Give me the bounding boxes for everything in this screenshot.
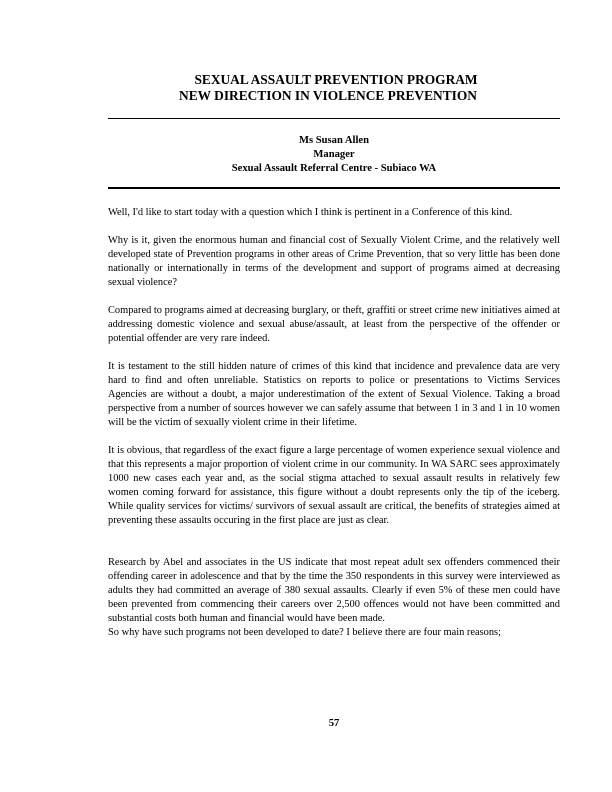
author-block xyxy=(108,134,560,176)
paragraph-7: So why have such programs not been developed to date? I believe there are four main reasons; xyxy=(108,627,501,638)
document-title xyxy=(108,72,560,104)
title-line-2: NEW DIRECTION IN VIOLENCE PREVENTION xyxy=(179,88,477,103)
paragraph-3: Compared to programs aimed at decreasing burglary, or theft, graffiti or street crime new initiatives aimed at addressing domestic violence and sexual abuse/assault, at least from the perspective of the offender or potential offender are very rare indeed. xyxy=(108,305,560,344)
paragraph-1: Well, I'd like to start today with a question which I think is pertinent in a Conference of this kind. xyxy=(108,207,513,218)
author-divider xyxy=(108,187,560,189)
paragraph-5: It is obvious, that regardless of the exact figure a large percentage of women experience sexual violence and that this represents a major proportion of violent crime in our community. In WA SARC sees approximately 1000 new cases each year and, as the social stigma attached to sexual assault results in relatively few women coming forward for assistance, this figure without a doubt represents only the tip of the iceberg. While quality services for victims/ survivors of sexual assault are critical, the benefits of strategies aimed at preventing these assaults occuring in the first place are just as clear. xyxy=(108,445,560,526)
page-number: 57 xyxy=(328,718,340,729)
title-line-1: SEXUAL ASSAULT PREVENTION PROGRAM xyxy=(194,72,478,87)
title-divider xyxy=(108,118,560,119)
paragraph-4: It is testament to the still hidden nature of crimes of this kind that incidence and prevalence data are very hard to find and often unreliable. Statistics on reports to police or presentations to Victims Services Agencies are without a doubt, a major underestimation of the extent of Sexual Violence. Taking a broad perspective from a number of sources however we can safely assume that between 1 in 3 and 1 in 10 women will be the victim of sexually violent crime in their lifetime. xyxy=(108,361,560,428)
paragraph-2: Why is it, given the enormous human and financial cost of Sexually Violent Crime, and the relatively well developed state of Prevention programs in other areas of Crime Prevention, that so very little has been done nationally or internationally in terms of the development and support of programs aimed at decreasing sexual violence? xyxy=(108,235,560,288)
paragraph-6: Research by Abel and associates in the US indicate that most repeat adult sex offenders commenced their offending career in adolescence and that by the time the 350 respondents in this survey were interviewed as adults they had committed an average of 380 sexual assaults. Clearly if even 5% of these men could have been prevented from commencing their careers over 2,500 offences would not have been committed and substantial costs both human and financial would have been made. xyxy=(108,557,560,624)
author-organisation: Sexual Assault Referral Centre - Subiaco WA xyxy=(231,163,437,174)
author-role: Manager xyxy=(313,149,355,160)
author-name: Ms Susan Allen xyxy=(298,135,370,146)
